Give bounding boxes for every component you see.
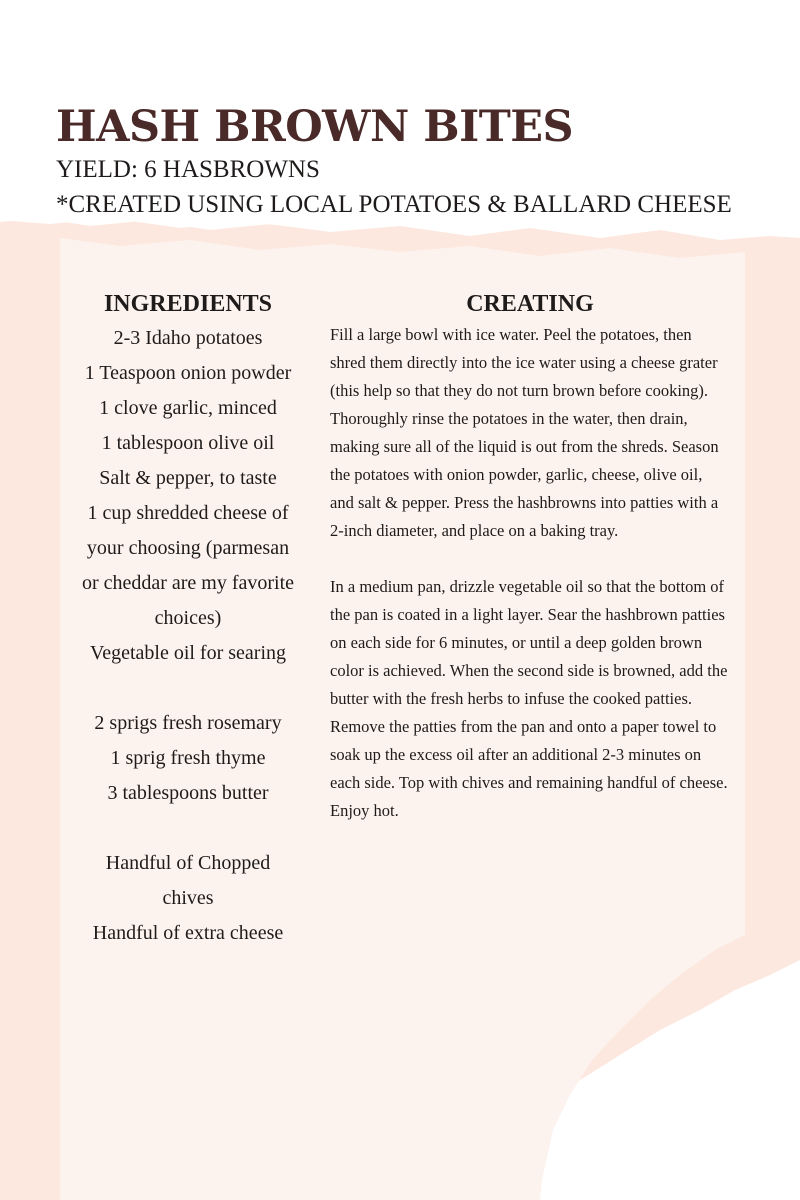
ingredient-item: 1 tablespoon olive oil xyxy=(101,432,275,454)
ingredient-item: Vegetable oil for searing xyxy=(89,642,287,664)
instructions-paragraph-prep: Fill a large bowl with ice water. Peel the potatoes, then shred them directly into the ice water using a cheese grater (this help so that they do not turn brown before cooking). Thoroughly rinse the potatoes in the water, then drain, making sure all of the liquid is out from the shreds. Season the potatoes with onion powder, garlic, cheese, olive oil, and salt & pepper. Press the hashbrowns into patties with a 2-inch diameter, and place on a baking tray. xyxy=(330,325,719,540)
ingredient-item: 1 sprig fresh thyme xyxy=(110,747,266,769)
ingredient-item: 3 tablespoons butter xyxy=(107,782,269,804)
ingredients-heading: INGREDIENTS xyxy=(103,291,273,317)
source-note: *CREATED USING LOCAL POTATOES & BALLARD CHEESE xyxy=(56,191,732,218)
ingredient-item: Salt & pepper, to taste xyxy=(99,467,277,489)
ingredient-item: 1 cup shredded cheese of your choosing (parmesan or cheddar are my favorite choices) xyxy=(81,502,295,629)
creating-heading: CREATING xyxy=(466,291,594,317)
ingredient-spacer xyxy=(78,671,298,706)
recipe-header xyxy=(56,102,786,222)
ingredient-item: Handful of Chopped chives xyxy=(105,852,271,909)
ingredients-column xyxy=(78,287,298,951)
ingredient-item: 2 sprigs fresh rosemary xyxy=(94,712,282,734)
ingredient-item: 1 clove garlic, minced xyxy=(99,397,277,419)
ingredient-item: 1 Teaspoon onion powder xyxy=(84,362,292,384)
ingredient-item: 2-3 Idaho potatoes xyxy=(113,327,263,349)
instructions-paragraph-sear: In a medium pan, drizzle vegetable oil so that the bottom of the pan is coated in a light layer. Sear the hashbrown patties on each side for 6 minutes, or until a deep golden brown color is achieved. When the second side is browned, add the butter with the fresh herbs to infuse the cooked patties. Remove the patties from the pan and onto a paper towel to soak up the excess oil after an additional 2-3 minutes on each side. Top with chives and remaining handful of cheese. Enjoy hot. xyxy=(330,577,728,820)
recipe-title: HASH BROWN BITES xyxy=(56,102,574,152)
ingredients-list xyxy=(78,321,298,951)
yield-line: YIELD: 6 HASBROWNS xyxy=(56,156,320,183)
ingredient-item: Handful of extra cheese xyxy=(92,922,284,944)
ingredient-spacer xyxy=(78,811,298,846)
creating-column xyxy=(330,287,730,825)
